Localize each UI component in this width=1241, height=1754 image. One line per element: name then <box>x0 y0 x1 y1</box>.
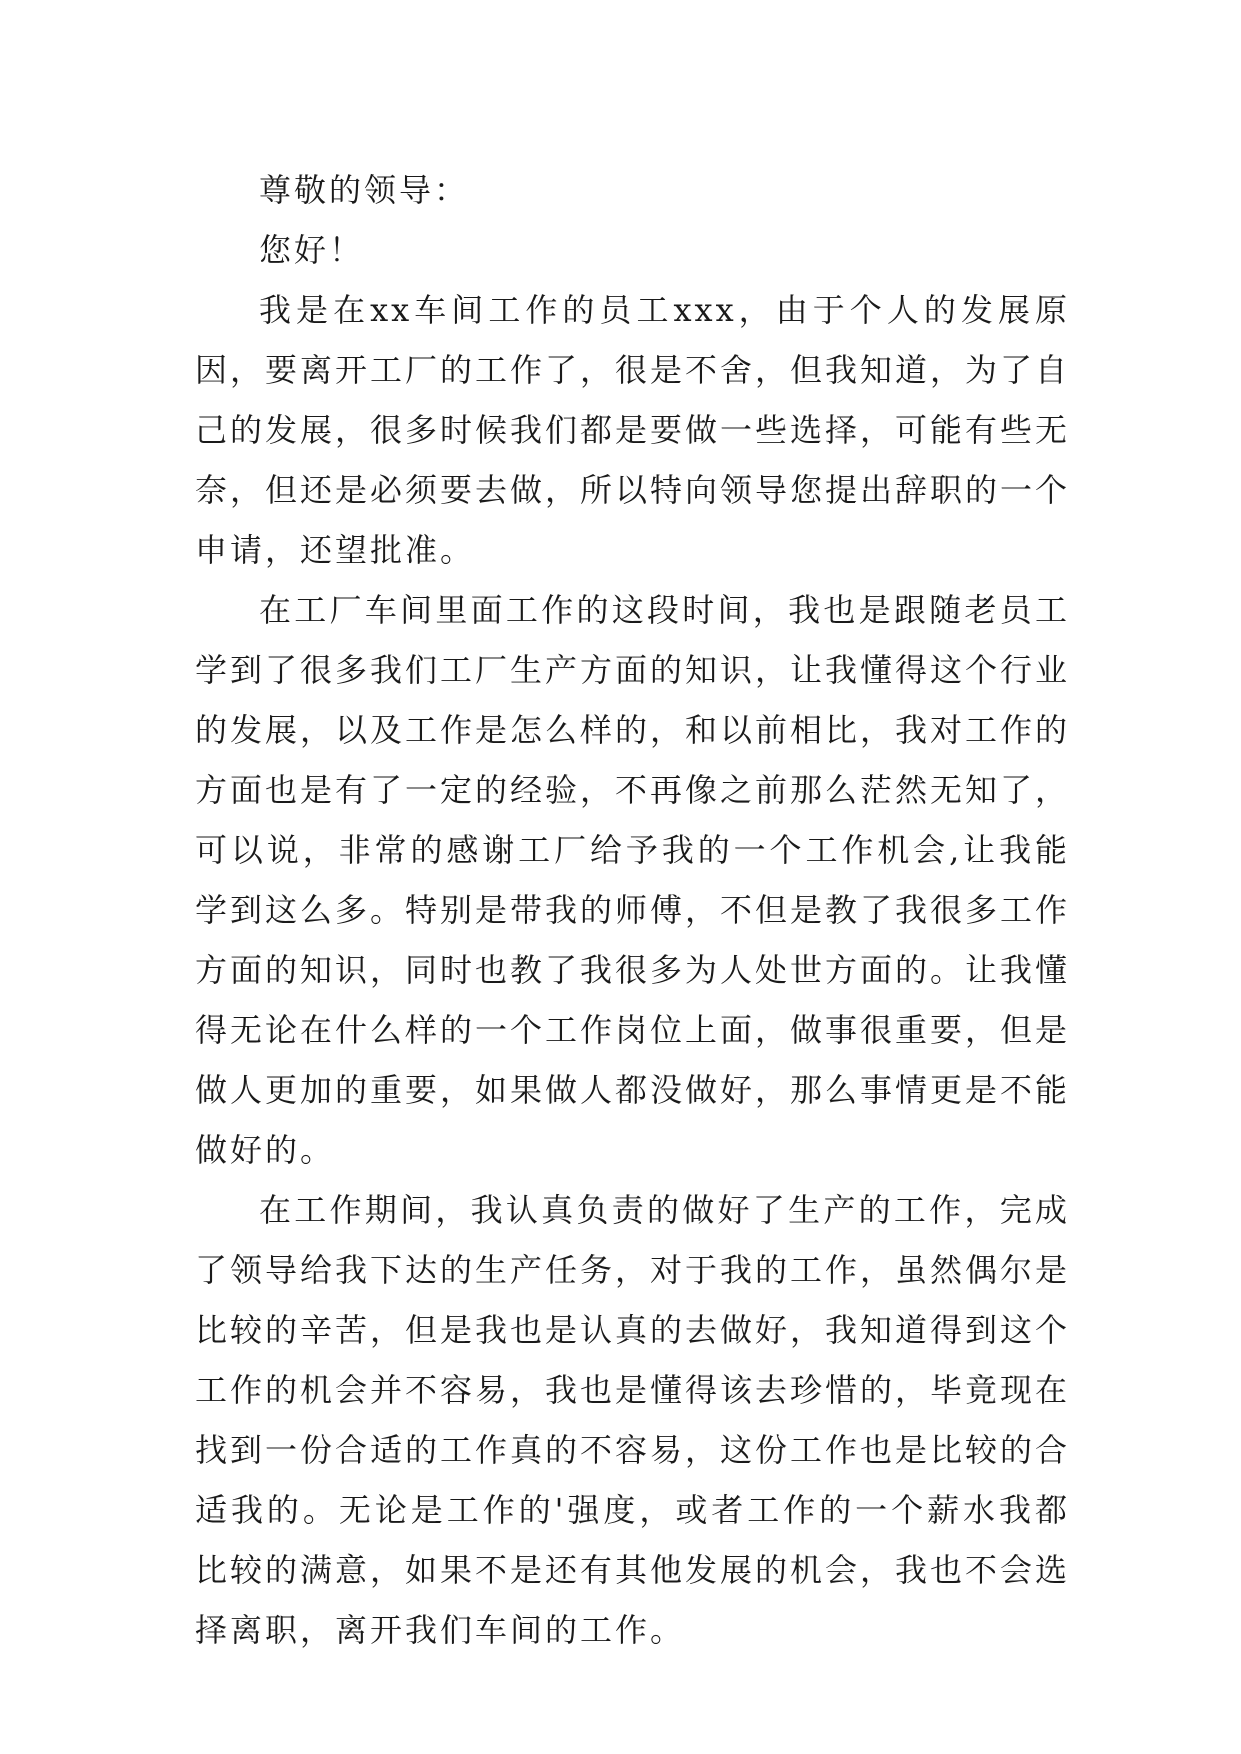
letter-body <box>195 160 1070 1660</box>
paragraph-1: 我是在xx车间工作的员工xxx，由于个人的发展原因，要离开工厂的工作了，很是不舍，但我知道，为了自己的发展，很多时候我们都是要做一些选择，可能有些无奈，但还是必须要去做，所以特向领导您提出辞职的一个申请，还望批准。 <box>195 291 1071 569</box>
greeting: 您好！ <box>259 231 365 269</box>
paragraph-3: 在工作期间，我认真负责的做好了生产的工作，完成了领导给我下达的生产任务，对于我的工作，虽然偶尔是比较的辛苦，但是我也是认真的去做好，我知道得到这个工作的机会并不容易，我也是懂得该去珍惜的，毕竟现在找到一份合适的工作真的不容易，这份工作也是比较的合适我的。无论是工作的'强度，或者工作的一个薪水我都比较的满意，如果不是还有其他发展的机会，我也不会选择离职，离开我们车间的工作。 <box>195 1191 1071 1649</box>
salutation: 尊敬的领导： <box>259 171 470 209</box>
paragraph-2: 在工厂车间里面工作的这段时间，我也是跟随老员工学到了很多我们工厂生产方面的知识，让我懂得这个行业的发展，以及工作是怎么样的，和以前相比，我对工作的方面也是有了一定的经验，不再像之前那么茫然无知了，可以说，非常的感谢工厂给予我的一个工作机会,让我能学到这么多。特别是带我的师傅，不但是教了我很多工作方面的知识，同时也教了我很多为人处世方面的。让我懂得无论在什么样的一个工作岗位上面，做事很重要，但是做人更加的重要，如果做人都没做好，那么事情更是不能做好的。 <box>195 591 1071 1169</box>
